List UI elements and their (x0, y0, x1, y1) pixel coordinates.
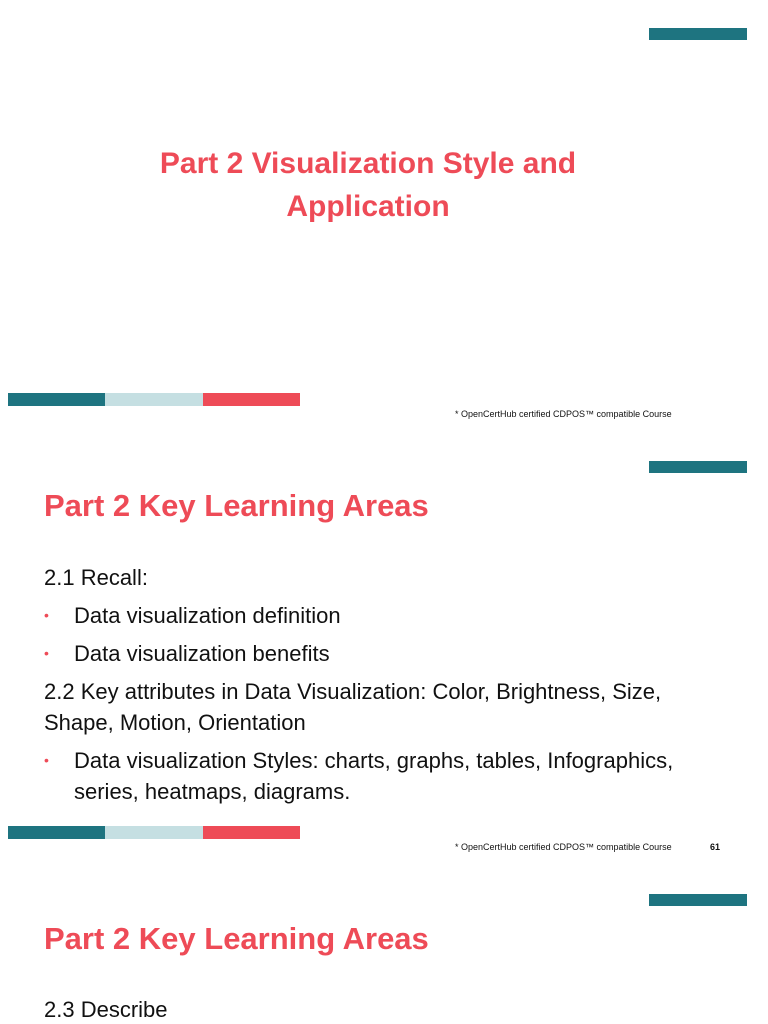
section-heading: 2.1 Recall: (44, 565, 148, 590)
tricolor-divider (8, 826, 300, 839)
divider-red-segment (203, 393, 300, 406)
section-paragraph: 2.2 Key attributes in Data Visualization: Color, Brightness, Size, Shape, Motion, Orientation (44, 679, 662, 735)
slide-cover (0, 0, 768, 432)
bullet-icon: • (44, 645, 49, 661)
slide-key-learning-areas-continued (0, 866, 768, 1024)
slide-title: Part 2 Key Learning Areas (44, 921, 429, 956)
slide-content (44, 562, 724, 807)
divider-teal-segment (8, 393, 105, 406)
list-item-text: Data visualization Styles: charts, graphs, tables, Infographics, series, heatmaps, diagrams. (74, 748, 674, 804)
divider-red-segment (203, 826, 300, 839)
bullet-list (44, 600, 724, 669)
list-item (44, 745, 724, 807)
cover-title-line-1: Part 2 Visualization Style and (159, 147, 577, 180)
bullet-icon: • (44, 752, 49, 768)
footnote: * OpenCertHub certified CDPOS™ compatible Course (455, 409, 672, 419)
slide-key-learning-areas (0, 433, 768, 866)
bullet-icon: • (44, 607, 49, 623)
divider-teal-segment (8, 826, 105, 839)
top-accent-bar (649, 461, 747, 473)
top-accent-bar (649, 28, 747, 40)
footnote: * OpenCertHub certified CDPOS™ compatible Course (455, 842, 672, 852)
divider-light-segment (105, 826, 203, 839)
top-accent-bar (649, 894, 747, 906)
tricolor-divider (8, 393, 300, 406)
page-number: 61 (710, 842, 721, 852)
cover-title-line-2: Application (286, 190, 450, 223)
bullet-list (44, 745, 724, 807)
cover-title (84, 142, 652, 228)
divider-light-segment (105, 393, 203, 406)
slide-title: Part 2 Key Learning Areas (44, 488, 429, 523)
list-item-text: Data visualization benefits (74, 641, 330, 666)
section-heading: 2.3 Describe (44, 997, 168, 1022)
list-item (44, 600, 724, 631)
list-item (44, 638, 724, 669)
list-item-text: Data visualization definition (74, 603, 341, 628)
slide-content (44, 994, 724, 1024)
